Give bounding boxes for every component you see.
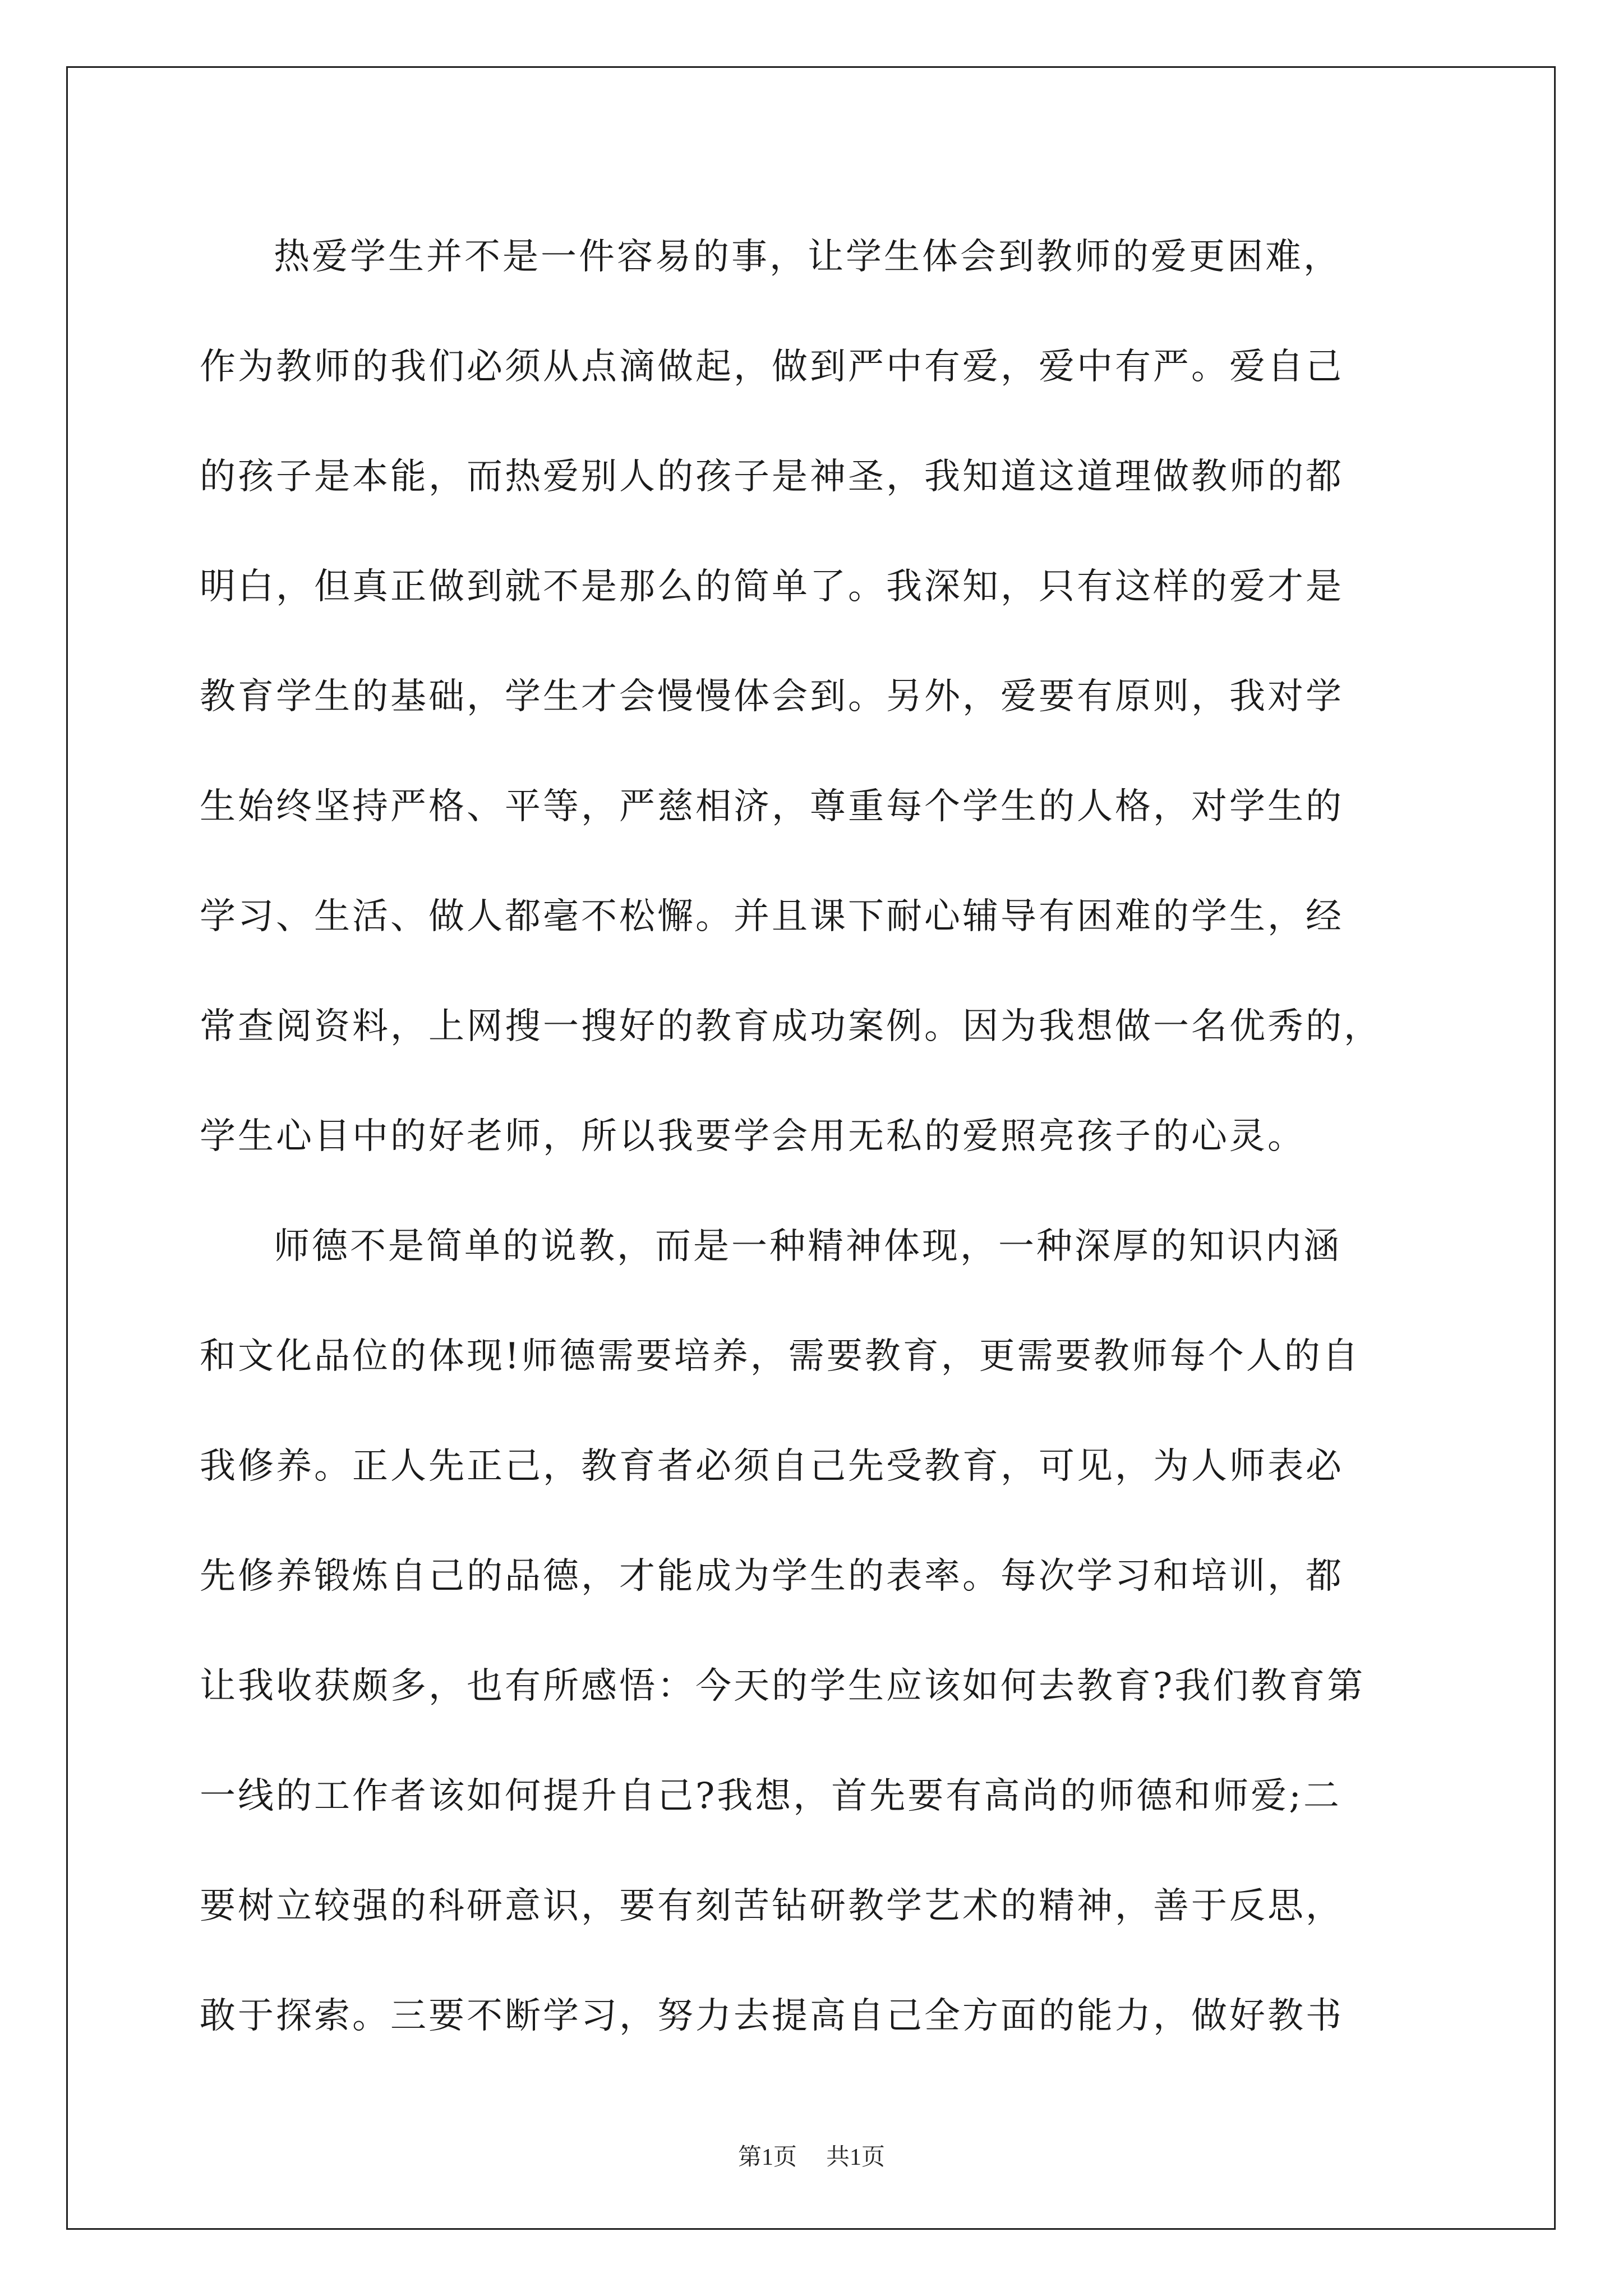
text-line: 让我收获颇多，也有所感悟：今天的学生应该如何去教育?我们教育第: [200, 1665, 1366, 1707]
document-body: [200, 202, 1428, 2071]
text-line: 作为教师的我们必须从点滴做起，做到严中有爱，爱中有严。爱自己: [200, 346, 1344, 388]
text-line: 学生心目中的好老师，所以我要学会用无私的爱照亮孩子的心灵。: [200, 1116, 1306, 1157]
text-line: 先修养锻炼自己的品德，才能成为学生的表率。每次学习和培训，都: [200, 1556, 1344, 1597]
text-line: 常查阅资料，上网搜一搜好的教育成功案例。因为我想做一名优秀的，: [200, 1006, 1382, 1047]
paragraph-1: [200, 202, 1428, 1191]
text-line: 和文化品位的体现!师德需要培养，需要教育，更需要教师每个人的自: [200, 1336, 1361, 1377]
text-line: 明白，但真正做到就不是那么的简单了。我深知，只有这样的爱才是: [200, 566, 1344, 608]
text-line: 的孩子是本能，而热爱别人的孩子是神圣，我知道这道理做教师的都: [200, 456, 1344, 498]
text-line: 敢于探索。三要不断学习，努力去提高自己全方面的能力，做好教书: [200, 1995, 1344, 2037]
text-line: 学习、生活、做人都毫不松懈。并且课下耐心辅导有困难的学生，经: [200, 896, 1344, 937]
paragraph-2: [200, 1191, 1428, 2071]
text-line: 要树立较强的科研意识，要有刻苦钻研教学艺术的精神，善于反思，: [200, 1885, 1344, 1927]
page-number-total: 共1页: [826, 2145, 886, 2170]
text-line: 生始终坚持严格、平等，严慈相济，尊重每个学生的人格，对学生的: [200, 786, 1344, 827]
text-line: 师德不是简单的说教，而是一种精神体现，一种深厚的知识内涵: [274, 1226, 1341, 1267]
text-line: 我修养。正人先正己，教育者必须自己先受教育，可见，为人师表必: [200, 1446, 1344, 1487]
text-line: 一线的工作者该如何提升自己?我想，首先要有高尚的师德和师爱;二: [200, 1775, 1341, 1817]
text-line: 教育学生的基础，学生才会慢慢体会到。另外，爱要有原则，我对学: [200, 676, 1344, 717]
page-footer: [0, 2138, 1623, 2172]
text-line: 热爱学生并不是一件容易的事，让学生体会到教师的爱更困难，: [274, 236, 1341, 278]
page-number-current: 第1页: [737, 2145, 797, 2170]
